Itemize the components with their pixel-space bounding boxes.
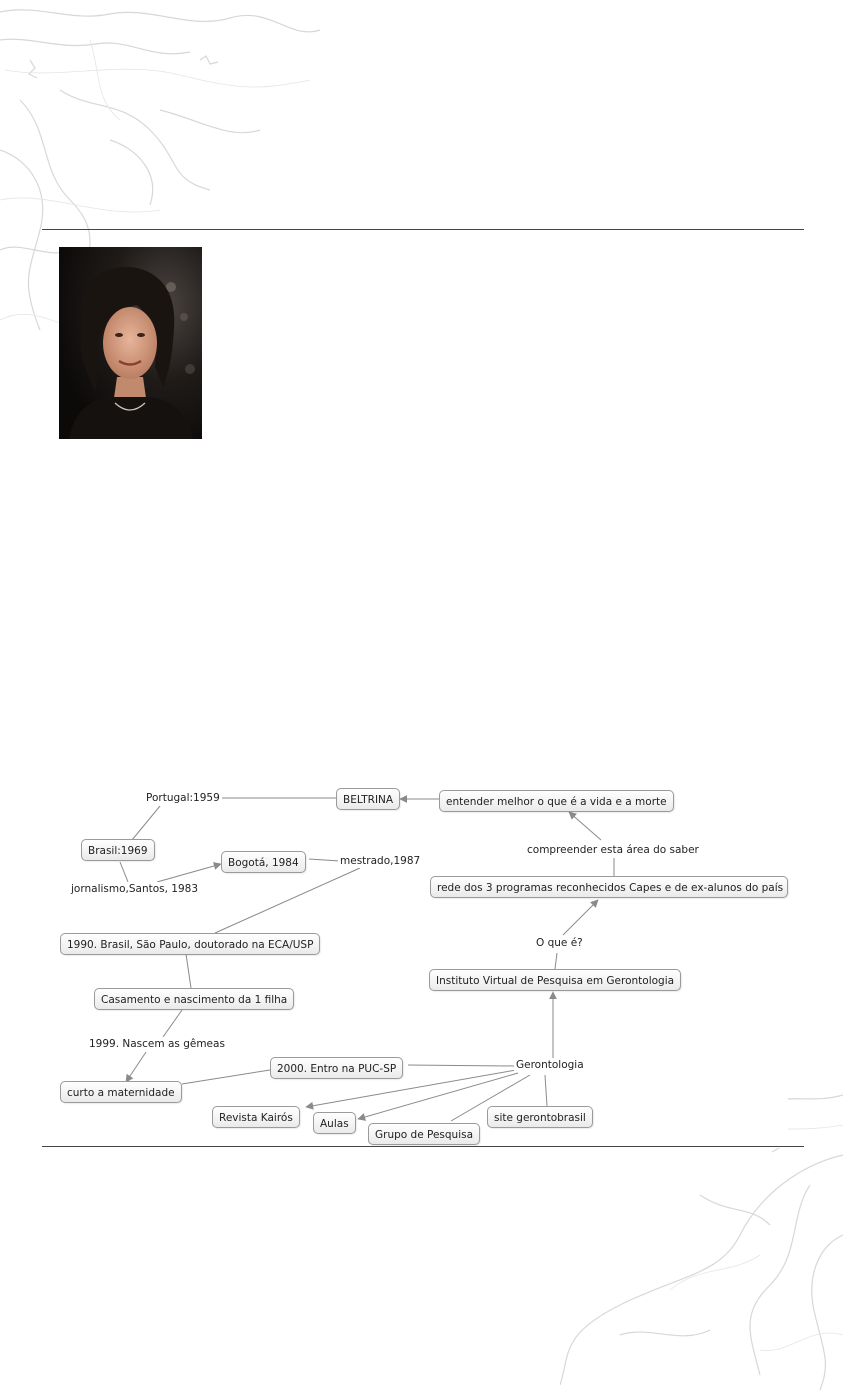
label-gemeas: 1999. Nascem as gêmeas bbox=[89, 1038, 225, 1050]
node-casamento[interactable]: Casamento e nascimento da 1 filha bbox=[94, 988, 294, 1010]
node-revista[interactable]: Revista Kairós bbox=[212, 1106, 300, 1128]
label-portugal: Portugal:1959 bbox=[146, 792, 220, 804]
node-brasil-1969[interactable]: Brasil:1969 bbox=[81, 839, 155, 861]
edge-compreender-entender bbox=[569, 812, 601, 840]
label-compreender: compreender esta área do saber bbox=[527, 844, 699, 856]
edge-brasil-jornalismo bbox=[120, 862, 128, 882]
node-beltrina[interactable]: BELTRINA bbox=[336, 788, 400, 810]
edge-casamento-gemeas bbox=[163, 1010, 182, 1037]
node-curto[interactable]: curto a maternidade bbox=[60, 1081, 182, 1103]
bottom-divider bbox=[42, 1146, 804, 1147]
edge-doutorado-casamento bbox=[186, 954, 191, 988]
label-mestrado: mestrado,1987 bbox=[340, 855, 421, 867]
edge-gemeas-curto bbox=[126, 1052, 146, 1082]
node-aulas[interactable]: Aulas bbox=[313, 1112, 356, 1134]
label-gerontologia: Gerontologia bbox=[516, 1059, 584, 1071]
node-doutorado[interactable]: 1990. Brasil, São Paulo, doutorado na ECA/USP bbox=[60, 933, 320, 955]
node-bogota[interactable]: Bogotá, 1984 bbox=[221, 851, 306, 873]
edge-mestrado-doutorado bbox=[215, 868, 360, 933]
node-site[interactable]: site gerontobrasil bbox=[487, 1106, 593, 1128]
top-divider bbox=[42, 229, 804, 230]
concept-map bbox=[60, 778, 788, 1148]
portrait-photo bbox=[59, 247, 202, 439]
node-entender[interactable]: entender melhor o que é a vida e a morte bbox=[439, 790, 674, 812]
edge-gerontologia-site bbox=[545, 1075, 547, 1106]
node-puc[interactable]: 2000. Entro na PUC-SP bbox=[270, 1057, 403, 1079]
edge-oquee-rede bbox=[563, 900, 598, 935]
edge-portugal-brasil bbox=[132, 806, 160, 840]
edge-puc-curto bbox=[182, 1070, 270, 1084]
node-rede[interactable]: rede dos 3 programas reconhecidos Capes e de ex-alunos do país bbox=[430, 876, 788, 898]
edge-bogota-mestrado bbox=[309, 859, 340, 861]
node-grupo[interactable]: Grupo de Pesquisa bbox=[368, 1123, 480, 1145]
node-instituto[interactable]: Instituto Virtual de Pesquisa em Gerontologia bbox=[429, 969, 681, 991]
edge-jornalismo-bogota bbox=[157, 864, 221, 882]
edge-gerontologia-puc bbox=[408, 1065, 515, 1066]
edge-instituto-oquee bbox=[555, 953, 557, 969]
label-o-que-e: O que é? bbox=[536, 937, 583, 949]
label-jornalismo: jornalismo,Santos, 1983 bbox=[71, 883, 199, 895]
